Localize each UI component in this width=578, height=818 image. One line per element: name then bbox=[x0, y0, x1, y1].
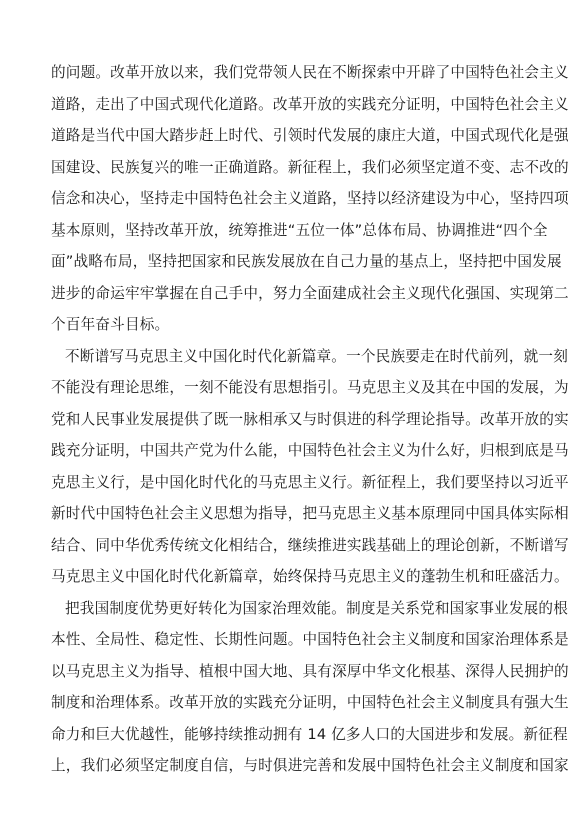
text-line: 国建设、民族复兴的唯一正确道路。新征程上，我们必须坚定道不变、志不改的 bbox=[51, 158, 569, 176]
text-line: 上，我们必须坚定制度自信，与时俱进完善和发展中国特色社会主义制度和国家 bbox=[51, 757, 569, 774]
text-line: 的问题。改革开放以来，我们党带领人民在不断探索中开辟了中国特色社会主义 bbox=[51, 64, 569, 81]
text-line: 制度和治理体系。改革开放的实践充分证明，中国特色社会主义制度具有强大生 bbox=[51, 694, 569, 711]
text-line: 践充分证明，中国共产党为什么能，中国特色社会主义为什么好，归根到底是马 bbox=[51, 442, 569, 459]
text-line: 道路是当代中国大踏步赶上时代、引领时代发展的康庄大道，中国式现代化是强 bbox=[51, 127, 569, 144]
text-line: 以马克思主义为指导、植根中国大地、具有深厚中华文化根基、深得人民拥护的 bbox=[51, 662, 569, 680]
paragraph-2 bbox=[51, 341, 569, 593]
text-line: 面”战略布局，坚持把国家和民族发展放在自己力量的基点上，坚持把中国发展 bbox=[51, 253, 562, 270]
text-line: 命力和巨大优越性，能够持续推动拥有 14 亿多人口的大国进步和发展。新征程 bbox=[51, 725, 568, 743]
text-line: 新时代中国特色社会主义思想为指导，把马克思主义基本原理同中国具体实际相 bbox=[51, 505, 569, 522]
text-line: 基本原则，坚持改革开放，统筹推进“五位一体”总体布局、协调推进“四个全 bbox=[51, 221, 548, 239]
document-page bbox=[51, 57, 569, 782]
text-line: 信念和决心，坚持走中国特色社会主义道路，坚持以经济建设为中心，坚持四项 bbox=[51, 190, 569, 207]
text-line: 把我国制度优势更好转化为国家治理效能。制度是关系党和国家事业发展的根 bbox=[65, 599, 568, 617]
text-line: 克思主义行，是中国化时代化的马克思主义行。新征程上，我们要坚持以习近平 bbox=[51, 473, 569, 491]
text-line: 不断谱写马克思主义中国化时代化新篇章。一个民族要走在时代前列，就一刻 bbox=[65, 347, 568, 365]
text-line: 马克思主义中国化时代化新篇章，始终保持马克思主义的蓬勃生机和旺盛活力。 bbox=[51, 568, 569, 585]
text-line: 道路，走出了中国式现代化道路。改革开放的实践充分证明，中国特色社会主义 bbox=[51, 95, 569, 113]
text-line: 结合、同中华优秀传统文化相结合，继续推进实践基础上的理论创新，不断谱写 bbox=[51, 536, 569, 554]
text-line: 不能没有理论思维，一刻不能没有思想指引。马克思主义及其在中国的发展，为 bbox=[51, 379, 569, 396]
text-line: 进步的命运牢牢掌握在自己手中，努力全面建成社会主义现代化强国、实现第二 bbox=[51, 284, 569, 302]
paragraph-3 bbox=[51, 593, 569, 782]
text-line: 本性、全局性、稳定性、长期性问题。中国特色社会主义制度和国家治理体系是 bbox=[51, 631, 569, 648]
paragraph-1 bbox=[51, 57, 569, 341]
text-line: 个百年奋斗目标。 bbox=[51, 316, 170, 333]
text-line: 党和人民事业发展提供了既一脉相承又与时俱进的科学理论指导。改革开放的实 bbox=[51, 410, 569, 428]
